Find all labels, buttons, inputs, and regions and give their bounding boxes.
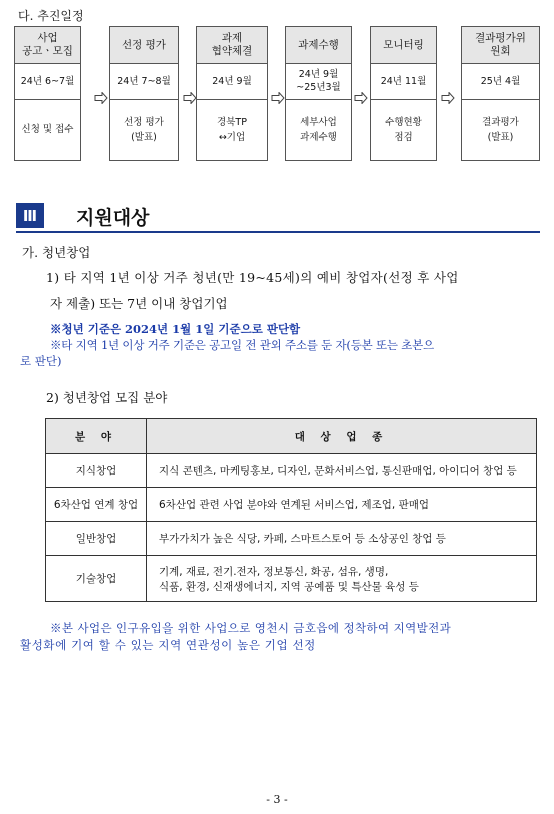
category-table	[45, 418, 537, 602]
phase-date: 24년 11월	[371, 63, 436, 100]
phase-monitoring	[370, 26, 437, 161]
target-cell	[147, 556, 537, 602]
phase-date: 24년 9월	[197, 63, 267, 100]
phase-date: 24년 9월 ~25년3월	[286, 63, 351, 100]
phase-head: 결과평가위 원회	[462, 27, 539, 64]
phase-head: 과제수행	[286, 27, 351, 64]
phase-evaluation	[109, 26, 179, 161]
target-line-2: 식품, 환경, 신재생에너지, 지역 공예품 및 특산물 육성 등	[159, 580, 419, 593]
phase-recruit	[14, 26, 81, 161]
phase-date: 25년 4월	[462, 63, 539, 100]
residence-note-line-1: ※타 지역 1년 이상 거주 기준은 공고일 전 관외 주소를 둔 자(등본 또는 초본으	[50, 338, 434, 352]
field-cell: 일반창업	[46, 522, 147, 556]
page-number: - 3 -	[266, 793, 288, 806]
arrow-right-icon	[441, 92, 455, 104]
arrow-right-icon	[271, 92, 285, 104]
table-header-row	[46, 419, 537, 454]
phase-agreement	[196, 26, 268, 161]
phase-body: 수행현황 점검	[385, 116, 422, 143]
header-target: 대 상 업 종	[147, 419, 537, 454]
target-line-1: 기계, 재료, 전기.전자, 정보통신, 화공, 섬유, 생명,	[159, 565, 389, 578]
field-cell: 지식창업	[46, 454, 147, 488]
schedule-title: 다. 추진일정	[18, 9, 84, 23]
selection-note-line-2: 활성화에 기여 할 수 있는 지역 연관성이 높은 기업 선정	[20, 638, 316, 652]
table-row	[46, 556, 537, 602]
phase-body: 선정 평가 (발표)	[124, 116, 164, 143]
eligibility-line-2: 자 제출) 또는 7년 이내 창업기업	[50, 296, 228, 311]
age-criteria-note: ※청년 기준은 2024년 1월 1일 기준으로 판단함	[50, 322, 301, 336]
arrow-right-icon	[354, 92, 368, 104]
residence-note-line-2: 로 판단)	[20, 354, 62, 368]
field-cell: 기술창업	[46, 556, 147, 602]
eligibility-line-1: 1) 타 지역 1년 이상 거주 청년(만 19~45세)의 예비 창업자(선정 후 사업	[46, 270, 459, 285]
phase-body: 세부사업 과제수행	[300, 116, 337, 143]
table-row	[46, 522, 537, 556]
selection-note-line-1: ※본 사업은 인구유입을 위한 사업으로 영천시 금호읍에 정착하여 지역발전과	[50, 621, 452, 635]
phase-date: 24년 7~8월	[110, 63, 178, 100]
phase-body: 경북TP ↔기업	[217, 116, 247, 143]
table-row	[46, 488, 537, 522]
chapter-title: 지원대상	[76, 207, 150, 229]
phase-date: 24년 6~7월	[15, 63, 80, 100]
phase-execution	[285, 26, 352, 161]
table-row	[46, 454, 537, 488]
header-field: 분 야	[46, 419, 147, 454]
phase-head: 모니터링	[371, 27, 436, 64]
phase-head: 과제 협약체결	[197, 27, 267, 64]
target-cell: 지식 콘텐츠, 마케팅홍보, 디자인, 문화서비스업, 통신판매업, 아이디어 창업 등	[147, 454, 537, 488]
phase-result-committee	[461, 26, 540, 161]
youth-heading: 가. 청년창업	[22, 245, 91, 260]
field-cell: 6차산업 연계 창업	[46, 488, 147, 522]
phase-head: 사업 공고ㆍ모집	[15, 27, 80, 64]
target-cell: 부가가치가 높은 식당, 카페, 스마트스토어 등 소상공인 창업 등	[147, 522, 537, 556]
phase-body: 신청 및 접수	[21, 124, 74, 135]
chapter-number: Ⅲ	[16, 203, 44, 228]
arrow-right-icon	[94, 92, 108, 104]
chapter-divider	[16, 231, 540, 233]
phase-body: 결과평가 (발표)	[482, 116, 519, 143]
arrow-right-icon	[183, 92, 197, 104]
target-cell: 6차산업 관련 사업 분야와 연계된 서비스업, 제조업, 판매업	[147, 488, 537, 522]
phase-head: 선정 평가	[110, 27, 178, 64]
category-heading: 2) 청년창업 모집 분야	[46, 390, 168, 405]
